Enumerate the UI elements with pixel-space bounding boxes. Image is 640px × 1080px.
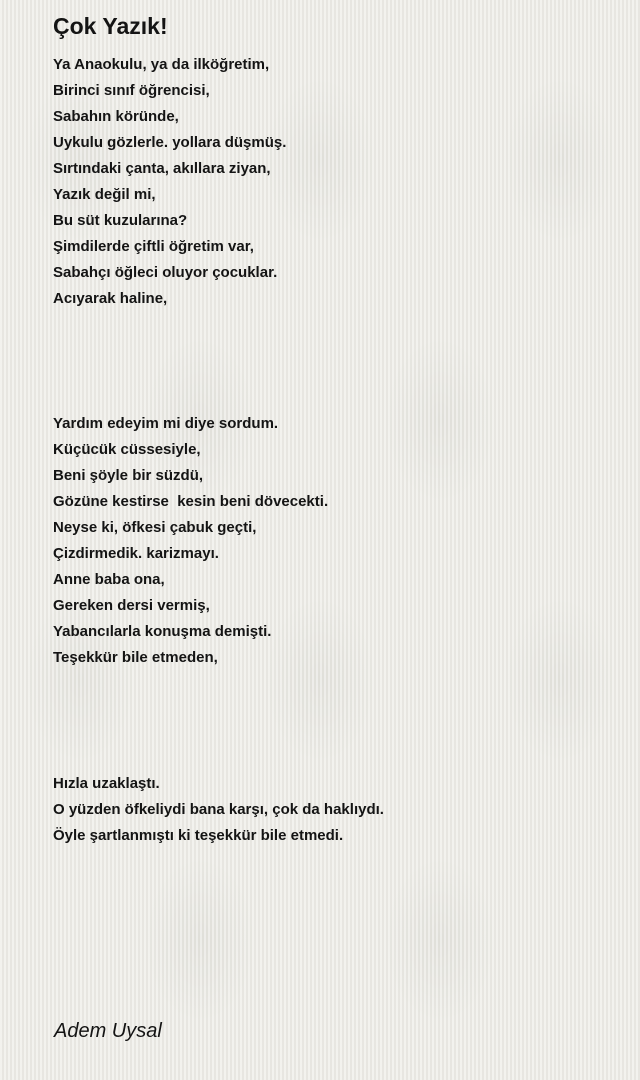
poem-author: Adem Uysal [54, 1020, 162, 1042]
poem-line: Hızla uzaklaştı. [53, 775, 160, 792]
poem-container [53, 12, 613, 844]
poem-line: Küçücük cüssesiyle, [53, 441, 201, 458]
poem-line: Gereken dersi vermiş, [53, 597, 210, 614]
poem-line: Anne baba ona, [53, 571, 165, 588]
poem-line: Birinci sınıf öğrencisi, [53, 82, 210, 99]
poem-line: Beni şöyle bir süzdü, [53, 467, 204, 484]
poem-line: Sabahçı öğleci oluyor çocuklar. [53, 264, 278, 281]
poem-line: Öyle şartlanmıştı ki teşekkür bile etmedi. [53, 827, 344, 844]
stanza-1 [53, 52, 286, 312]
poem-line: Sabahın köründe, [53, 108, 179, 125]
poem-line: Acıyarak haline, [53, 290, 168, 307]
poem-line: Çizdirmedik. karizmayı. [53, 545, 219, 562]
poem-line: O yüzden öfkeliydi bana karşı, çok da haklıydı. [53, 801, 384, 818]
poem-line: Teşekkür bile etmeden, [53, 649, 218, 666]
poem-line: Uykulu gözlerle. yollara düşmüş. [53, 134, 287, 151]
stanza-2 [53, 411, 328, 671]
poem-line: Bu süt kuzularına? [53, 212, 188, 229]
stanza-3 [53, 771, 384, 849]
poem-line: Sırtındaki çanta, akıllara ziyan, [53, 160, 271, 177]
poem-line: Yardım edeyim mi diye sordum. [53, 415, 279, 432]
poem-line: Yazık değil mi, [53, 186, 156, 203]
poem-line: Şimdilerde çiftli öğretim var, [53, 238, 254, 255]
poem-line: Neyse ki, öfkesi çabuk geçti, [53, 519, 257, 536]
poem-line: Yabancılarla konuşma demişti. [53, 623, 272, 640]
poem-title: Çok Yazık! [53, 13, 168, 39]
poem-line: Gözüne kestirse kesin beni dövecekti. [53, 493, 329, 510]
poem-line: Ya Anaokulu, ya da ilköğretim, [53, 56, 270, 73]
